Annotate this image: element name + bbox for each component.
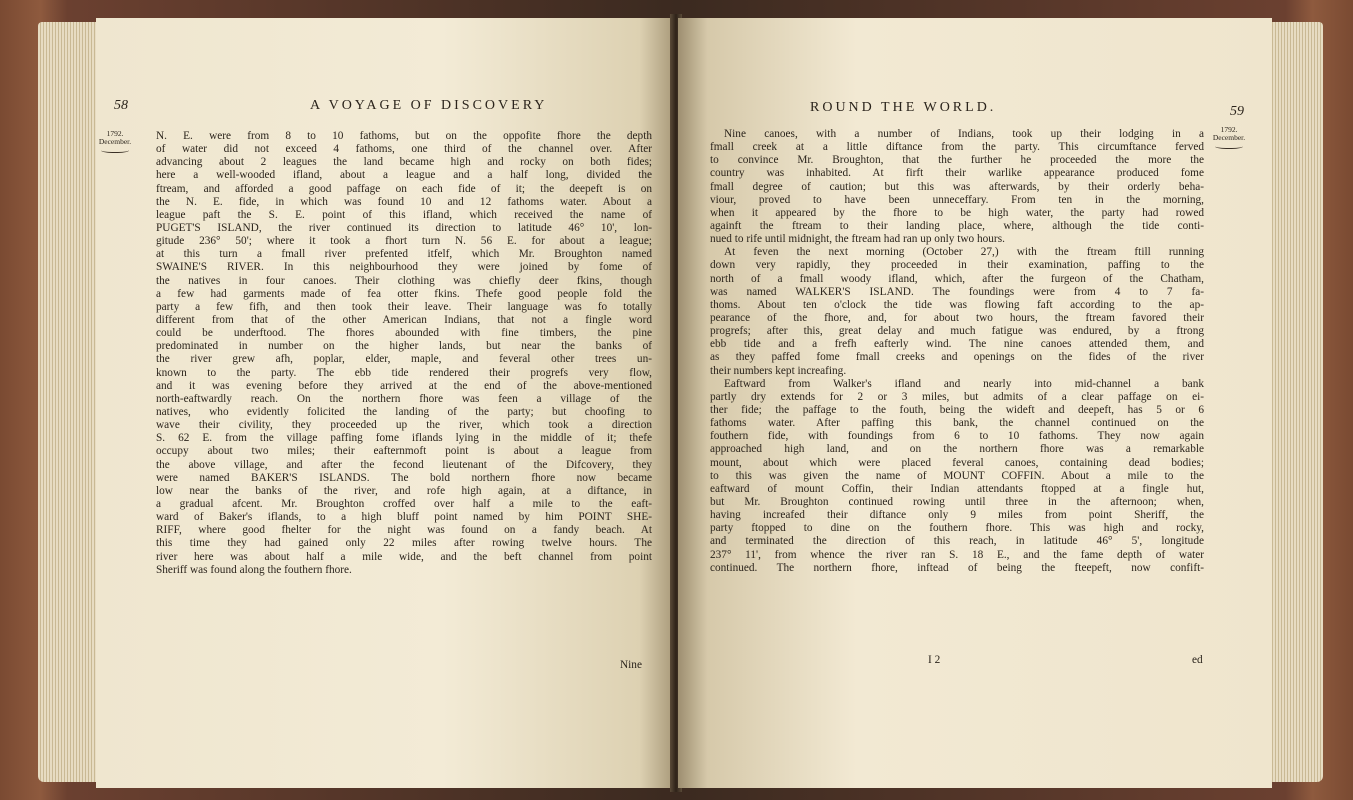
text-line: the above village, and after the fecond lieutenant of the Difcovery, they <box>156 458 652 471</box>
text-line: advancing about 2 leagues the land became high and rocky on both fides; <box>156 156 652 169</box>
side-note-year: 1792. <box>106 129 124 138</box>
text-line: fmall degree of caution; but this was afterwards, by their orderly beha- <box>710 180 1204 193</box>
text-line: gitude 236° 50'; where it took a fhort turn N. 56 E. for about a league; <box>156 235 652 248</box>
catchword-left: Nine <box>620 659 642 671</box>
brace-mark <box>101 146 129 153</box>
text-line: low near the banks of the river, and rofe high again, at a diftance, in <box>156 484 652 497</box>
side-note-left <box>98 130 132 153</box>
text-line: at this turn a fmall river prefented itfelf, which Mr. Broughton named <box>156 248 652 261</box>
text-line: could be underftood. The fhores abounded with fine timbers, the pine <box>156 327 652 340</box>
text-line: viour, proved to have been unneceffary. From ten in the morning, <box>710 193 1204 206</box>
text-line: of water did not exceed 4 fathoms, one third of the channel over. After <box>156 143 652 156</box>
running-head-left: A VOYAGE OF DISCOVERY <box>310 98 548 113</box>
text-line: ebb tide and a frefh eafterly wind. The nine canoes attended them, and <box>710 338 1204 351</box>
text-line: having increafed their diftance only 9 miles from point Sheriff, the <box>710 509 1204 522</box>
text-line: At feven the next morning (October 27,) with the ftream ftill running <box>724 246 1204 259</box>
text-line: and terminated the direction of this reach, in latitude 46° 5', longitude <box>710 535 1204 548</box>
text-line: wave their civility, they proceeded up the river, which took a direction <box>156 419 652 432</box>
page-number-left: 58 <box>114 98 128 113</box>
text-line: when it appeared by the fhore to be high water, the party had rowed <box>710 206 1204 219</box>
text-line: known to the party. The ebb tide rendered their progrefs very flow, <box>156 366 652 379</box>
text-line: N. E. were from 8 to 10 fathoms, but on the oppofite fhore the depth <box>156 130 652 142</box>
text-line: Sheriff was found along the fouthern fhore. <box>156 563 352 576</box>
text-line: 237° 11', from whence the river ran S. 18 E., and the fame depth of water <box>710 548 1204 561</box>
text-line: fmall creek at a little diftance from the party. This circumftance ferved <box>710 141 1204 154</box>
text-line: approached high land, and on the northern fhore was a remarkable <box>710 443 1204 456</box>
text-line: to convince Mr. Broughton, that the further he proceeded the more the <box>710 154 1204 167</box>
text-line: ward of Baker's iflands, to a high bluff point named by him POINT SHE- <box>156 511 652 524</box>
text-line: partly dry extends for 2 or 3 miles, but admits of a clear paffage on ei- <box>710 390 1204 403</box>
text-line: eaftward of mount Coffin, their Indian attendants ftopped at a fingle hut, <box>710 482 1204 495</box>
text-line: a few had garments made of fea otter fkins. Thefe good people fold the <box>156 287 652 300</box>
running-head-right: ROUND THE WORLD. <box>810 100 997 115</box>
text-line: the natives in four canoes. Their clothing was chiefly deer fkins, though <box>156 274 652 287</box>
text-line: north of a fmall woody ifland, which, after the furgeon of the Chatham, <box>710 272 1204 285</box>
text-line: river here was about half a mile wide, and the beft channel from point <box>156 550 652 563</box>
text-line: SWAINE'S RIVER. In this neighbourhood they were joined by fome of <box>156 261 652 274</box>
text-line: thoms. About ten o'clock the tide was flowing faft according to the ap- <box>710 298 1204 311</box>
text-line: country was inhabited. At firft their warlike appearance produced fome <box>710 167 1204 180</box>
text-line: PUGET'S ISLAND, the river continued its direction to latitude 46° 10', lon- <box>156 221 652 234</box>
left-page <box>96 18 674 788</box>
text-line: a gradual afcent. Mr. Broughton croffed over half a mile to the eaft- <box>156 497 652 510</box>
text-line: Eaftward from Walker's ifland and nearly into mid-channel a bank <box>724 377 1204 390</box>
text-line: party ftopped to dine on the fouthern fhore. This was high and rocky, <box>710 522 1204 535</box>
text-line: S. 62 E. from the village paffing fome iflands lying in the middle of it; thefe <box>156 432 652 445</box>
text-line: ther fide; the paffage to the fouth, being the wideft and deepeft, has 5 or 6 <box>710 403 1204 416</box>
left-page-text <box>156 130 652 577</box>
text-line: were named BAKER'S ISLANDS. The bold northern fhore now became <box>156 471 652 484</box>
text-line: the river grew afh, poplar, elder, maple, and feveral other trees un- <box>156 353 652 366</box>
text-line: ftream, and afforded a good paffage on each fide of it; the deepeft is on <box>156 182 652 195</box>
brace-mark <box>1215 142 1243 149</box>
text-line: continued. The northern fhore, inftead of being the fteepeft, now confift- <box>710 561 1204 574</box>
page-number-right: 59 <box>1230 104 1244 119</box>
text-line: to this was given the name of MOUNT COFFIN. About a mile to the <box>710 469 1204 482</box>
text-line: nued to rife until midnight, the ftream had ran up only two hours. <box>710 233 1005 246</box>
text-line: north-eaftwardly reach. On the northern fhore was feen a village of the <box>156 392 652 405</box>
signature-mark: I 2 <box>928 654 941 666</box>
text-line: occupy about two miles; their eafternmoft point is about a league from <box>156 445 652 458</box>
text-line: mount, about which were placed feveral canoes, containing dead bodies; <box>710 456 1204 469</box>
text-line: natives, who evidently folicited the landing of the party; but choofing to <box>156 405 652 418</box>
text-line: league paft the S. E. point of this ifland, which received the name of <box>156 208 652 221</box>
text-line: was named WALKER'S ISLAND. The foundings were from 4 to 7 fa- <box>710 285 1204 298</box>
text-line: predominated in number on the higher lands, but near the banks of <box>156 340 652 353</box>
right-page <box>678 18 1272 788</box>
text-line: here a well-wooded ifland, about a league and a half long, divided the <box>156 169 652 182</box>
text-line: as they paffed fome fmall creeks and openings on the fides of the river <box>710 351 1204 364</box>
text-line: their numbers kept increafing. <box>710 364 847 377</box>
text-line: fathoms water. After paffing this bank, the channel continued on the <box>710 417 1204 430</box>
side-note-month: December. <box>1212 133 1246 142</box>
catchword-right: ed <box>1192 654 1203 666</box>
side-note-year: 1792. <box>1220 125 1238 134</box>
right-page-text <box>710 128 1204 575</box>
text-line: againft the ftream to their landing place, where, although the tide conti- <box>710 219 1204 232</box>
text-line: but Mr. Broughton continued rowing until three in the afternoon; when, <box>710 495 1204 508</box>
text-line: down very rapidly, they proceeded in their examination, paffing to the <box>710 259 1204 272</box>
text-line: fouthern fide, with foundings from 6 to 10 fathoms. They now again <box>710 430 1204 443</box>
text-line: progrefs; after this, great delay and much fatigue was endured, by a ftrong <box>710 325 1204 338</box>
side-note-month: December. <box>98 137 132 146</box>
text-line: party a few fifh, and then took their leave. Their language was fo totally <box>156 300 652 313</box>
text-line: Nine canoes, with a number of Indians, took up their lodging in a <box>724 128 1204 140</box>
text-line: different from that of the other American Indians, that not a fingle word <box>156 313 652 326</box>
text-line: and it was evening before they arrived at the end of the above-mentioned <box>156 379 652 392</box>
text-line: RIFF, where good fhelter for the night was found on a fandy beach. At <box>156 524 652 537</box>
side-note-right <box>1212 126 1246 149</box>
text-line: pearance of the fhore, and, for about two hours, the ftream favored their <box>710 311 1204 324</box>
text-line: the N. E. fide, in which was found 10 and 12 fathoms water. About a <box>156 195 652 208</box>
text-line: this time they had gained only 22 miles after rowing twelve hours. The <box>156 537 652 550</box>
